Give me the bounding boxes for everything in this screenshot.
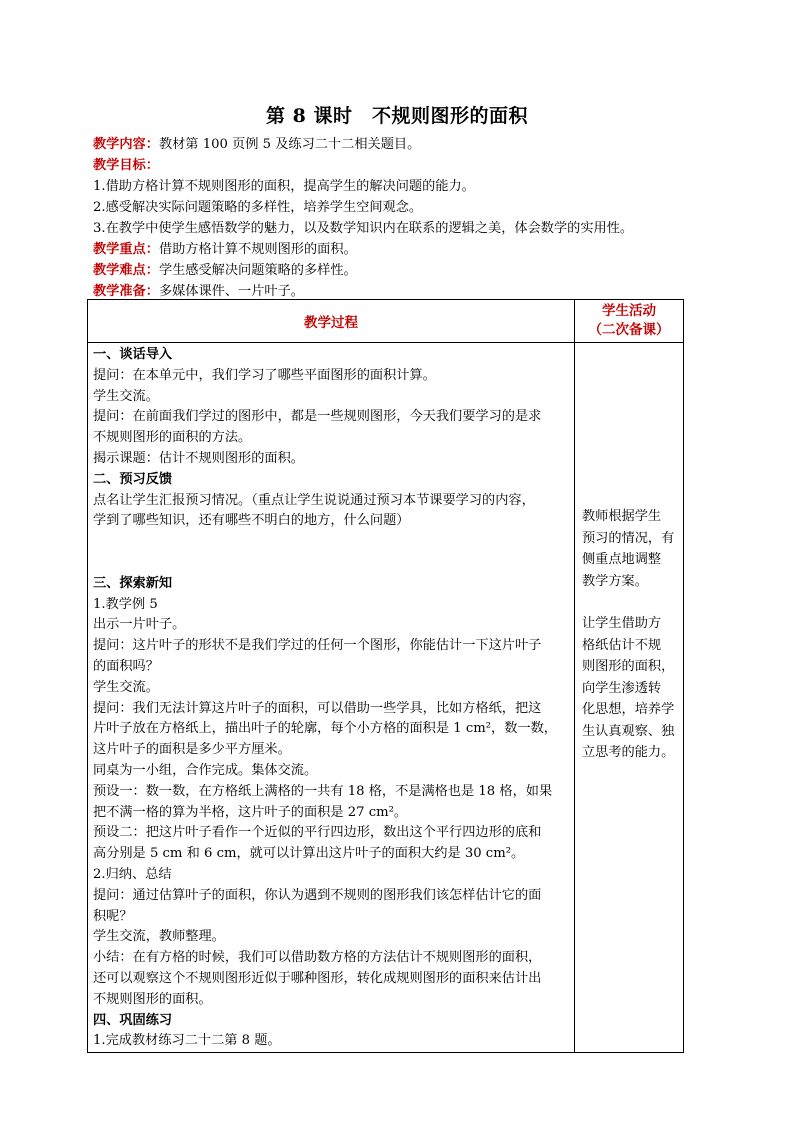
process-line: 点名让学生汇报预习情况。（重点让学生说说通过预习本节课要学习的内容， bbox=[93, 492, 535, 508]
content-text: 教材第 100 页例 5 及练习二十二相关题目。 bbox=[158, 137, 421, 152]
key-row bbox=[93, 239, 693, 260]
goal-item: 2.感受解决实际问题策略的多样性，培养学生空间观念。 bbox=[93, 200, 423, 215]
process-line: 学生交流。 bbox=[93, 388, 159, 404]
activity-line: 生认真观察、独 bbox=[582, 723, 675, 739]
process-line: 同桌为一小组，合作完成。集体交流。 bbox=[93, 762, 318, 778]
process-line: 不规则图形的面积。 bbox=[93, 991, 212, 1007]
section-heading: 三、探索新知 bbox=[93, 575, 173, 591]
page-title: 第 8 课时 不规则图形的面积 bbox=[266, 105, 528, 127]
goals-row bbox=[93, 155, 693, 176]
process-line bbox=[93, 532, 569, 553]
process-line: 把不满一格的算为半格，这片叶子的面积是 27 cm²。 bbox=[93, 804, 408, 820]
process-cell bbox=[88, 343, 575, 1053]
process-line: 揭示课题：估计不规则图形的面积。 bbox=[93, 450, 304, 466]
activity-line: 则图形的面积， bbox=[582, 659, 675, 674]
process-line: 高分别是 5 cm 和 6 cm，就可以计算出这片叶子的面积大约是 30 cm²。 bbox=[93, 846, 525, 862]
process-line: 2.归纳、总结 bbox=[93, 866, 172, 882]
prep-label: 教学准备： bbox=[93, 284, 159, 299]
content-row bbox=[93, 134, 693, 155]
process-lines bbox=[93, 345, 569, 1052]
activity-line: 教师根据学生 bbox=[582, 509, 662, 524]
process-line: 预设二：把这片叶子看作一个近似的平行四边形，数出这个平行四边形的底和 bbox=[93, 825, 542, 841]
goals-label: 教学目标： bbox=[93, 158, 159, 173]
table-body-row bbox=[88, 343, 684, 1053]
process-line: 这片叶子的面积是多少平方厘米。 bbox=[93, 742, 291, 758]
activity-line: 格纸估计不规 bbox=[582, 637, 662, 653]
activity-header-line: （二次备课） bbox=[588, 322, 670, 338]
process-line: 学生交流，教师整理。 bbox=[93, 929, 225, 945]
process-header: 教学过程 bbox=[88, 300, 575, 343]
process-line: 的面积吗？ bbox=[93, 658, 159, 674]
process-line: 预设一：数一数，在方格纸上满格的一共有 18 格，不是满格也是 18 格，如果 bbox=[93, 783, 553, 799]
process-line: 学到了哪些知识，还有哪些不明白的地方，什么问题） bbox=[93, 513, 410, 529]
section-heading: 一、谈话导入 bbox=[93, 347, 173, 362]
activity-line: 立思考的能力。 bbox=[582, 745, 675, 760]
activity-line: 预习的情况，有 bbox=[582, 530, 675, 546]
key-label: 教学重点： bbox=[93, 242, 159, 257]
section-heading: 二、预习反馈 bbox=[93, 471, 173, 487]
process-line: 1.教学例 5 bbox=[93, 596, 158, 612]
activity-notes bbox=[582, 506, 679, 764]
key-text: 借助方格计算不规则图形的面积。 bbox=[158, 242, 357, 257]
goal-item: 1.借助方格计算不规则图形的面积，提高学生的解决问题的能力。 bbox=[93, 179, 475, 194]
activity-line: 向学生渗透转 bbox=[582, 680, 662, 696]
content-label: 教学内容： bbox=[93, 137, 159, 152]
process-line: 不规则图形的面积的方法。 bbox=[93, 430, 252, 446]
difficulty-text: 学生感受解决问题策略的多样性。 bbox=[158, 263, 357, 278]
difficulty-row bbox=[93, 260, 693, 281]
section-heading: 四、巩固练习 bbox=[93, 1012, 173, 1028]
process-line: 提问：我们无法计算这片叶子的面积，可以借助一些学具，比如方格纸，把这 bbox=[93, 700, 542, 716]
activity-line: 化思想，培养学 bbox=[582, 702, 675, 717]
activity-paragraph bbox=[582, 506, 679, 592]
process-line: 出示一片叶子。 bbox=[93, 617, 186, 633]
process-line: 1.完成教材练习二十二第 8 题。 bbox=[93, 1033, 281, 1049]
activity-line: 教学方案。 bbox=[582, 573, 648, 589]
activity-line: 侧重点地调整 bbox=[582, 552, 662, 567]
activity-header-line: 学生活动 bbox=[602, 303, 656, 319]
process-line: 提问：在本单元中，我们学习了哪些平面图形的面积计算。 bbox=[93, 367, 436, 383]
process-line: 积呢？ bbox=[93, 908, 133, 924]
table-header-row bbox=[88, 300, 684, 343]
process-line: 提问：这片叶子的形状不是我们学过的任何一个图形，你能估计一下这片叶子 bbox=[93, 638, 542, 654]
activity-header bbox=[575, 300, 684, 343]
process-line: 提问：通过估算叶子的面积，你认为遇到不规则的图形我们该怎样估计它的面 bbox=[93, 887, 542, 903]
process-line: 提问：在前面我们学过的图形中，都是一些规则图形，今天我们要学习的是求 bbox=[93, 409, 542, 425]
lesson-table bbox=[87, 299, 684, 1053]
process-line: 片叶子放在方格纸上，描出叶子的轮廓，每个小方格的面积是 1 cm²，数一数， bbox=[93, 721, 557, 737]
process-line bbox=[93, 553, 569, 574]
process-line: 小结：在有方格的时候，我们可以借助数方格的方法估计不规则图形的面积， bbox=[93, 950, 542, 966]
activity-paragraph bbox=[582, 613, 679, 764]
activity-cell bbox=[575, 343, 684, 1053]
lesson-meta bbox=[93, 134, 693, 302]
difficulty-label: 教学难点： bbox=[93, 263, 159, 278]
activity-line: 让学生借助方 bbox=[582, 616, 662, 631]
process-line: 还可以观察这个不规则图形近似于哪种图形，转化成规则图形的面积来估计出 bbox=[93, 970, 542, 986]
process-line: 学生交流。 bbox=[93, 679, 159, 695]
prep-text: 多媒体课件、一片叶子。 bbox=[158, 284, 304, 299]
goal-item: 3.在教学中使学生感悟数学的魅力，以及数学知识内在联系的逻辑之美，体会数学的实用性。 bbox=[93, 221, 634, 236]
